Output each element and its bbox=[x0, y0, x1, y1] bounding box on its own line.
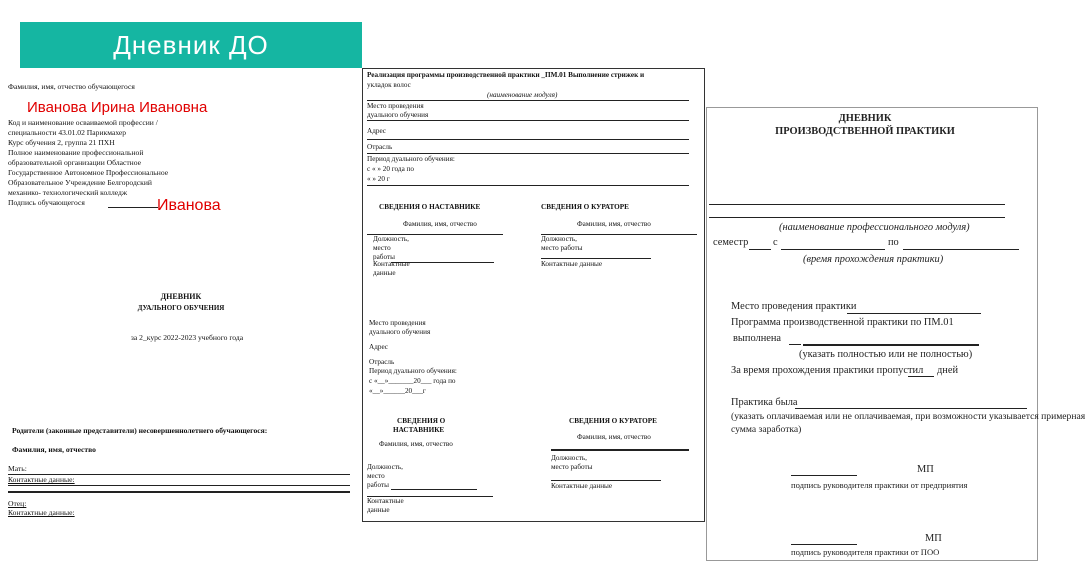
curator-heading-1: СВЕДЕНИЯ О КУРАТОРЕ bbox=[541, 203, 629, 211]
curator-place-2: место работы bbox=[551, 463, 593, 471]
mp-label-1: МП bbox=[917, 464, 934, 475]
paid-label: Практика была bbox=[731, 397, 798, 408]
org-line-4: Образовательное Учреждение Белгородский bbox=[8, 178, 152, 187]
contacts-label-1: Контактные данные: bbox=[8, 475, 75, 484]
curator-contacts-1: Контактные данные bbox=[541, 260, 603, 268]
done-line-b bbox=[803, 344, 979, 346]
place-label-2b: дуального обучения bbox=[369, 328, 431, 336]
org-line-1: Полное наименование профессиональной bbox=[8, 148, 144, 157]
missed-line bbox=[908, 376, 934, 377]
period-label-1b: с « » 20 года по bbox=[367, 165, 414, 173]
program-line-2: укладок волос bbox=[367, 81, 411, 89]
done-label: выполнена bbox=[733, 333, 782, 344]
branch-label-1: Отрасль bbox=[367, 143, 393, 151]
mentor-position-1: Должность, bbox=[373, 235, 409, 243]
from-line bbox=[781, 249, 885, 250]
period-label-2a: Период дуального обучения: bbox=[369, 367, 457, 375]
to-label: по bbox=[888, 237, 899, 248]
place-label-2a: Место проведения bbox=[369, 319, 426, 327]
diary-subtitle: ДУАЛЬНОГО ОБУЧЕНИЯ bbox=[137, 304, 225, 312]
year-line: за 2_курс 2022-2023 учебного года bbox=[130, 333, 244, 342]
missed-label: За время прохождения практики пропустил bbox=[731, 365, 924, 376]
mentor-position-2: Должность, bbox=[367, 463, 403, 471]
parents-label: Родители (законные представители) несовершеннолетнего обучающегося: bbox=[12, 426, 268, 435]
separator-line bbox=[8, 491, 350, 493]
right-title-1: ДНЕВНИК bbox=[838, 113, 892, 124]
right-document bbox=[706, 107, 1085, 561]
curator-contacts-2: Контактные данные bbox=[551, 482, 613, 490]
sign-line-2 bbox=[791, 544, 857, 545]
line-module bbox=[367, 100, 689, 101]
place-label: Место проведения практики bbox=[731, 301, 857, 312]
paid-line bbox=[795, 408, 1027, 409]
signature-handwritten: Иванова bbox=[157, 197, 221, 214]
specialty-line-2: специальности 43.01.02 Парикмахер bbox=[8, 128, 127, 137]
mentor-contacts-1a: Контактные bbox=[373, 260, 410, 268]
middle-document bbox=[362, 68, 705, 522]
mentor-work-1: работы bbox=[373, 253, 395, 261]
address-label-2: Адрес bbox=[369, 343, 389, 351]
curator-place-1: место работы bbox=[541, 244, 583, 252]
org-line-3: Государственное Автономное Профессиональное bbox=[8, 168, 169, 177]
curator-position-1: Должность, bbox=[541, 235, 577, 243]
curator-fio-line-2 bbox=[551, 449, 689, 451]
diary-title: ДНЕВНИК bbox=[160, 292, 202, 301]
paid-caption-1: (указать оплачиваемая или не оплачиваемая, при возможности указывается примерная bbox=[731, 411, 1085, 422]
mentor-work-2: работы bbox=[367, 481, 389, 489]
student-name-handwritten: Иванова Ирина Ивановна bbox=[27, 99, 208, 116]
parents-fio: Фамилия, имя, отчество bbox=[12, 445, 96, 454]
days-label: дней bbox=[937, 365, 959, 376]
mentor-contacts-2b: данные bbox=[367, 506, 390, 514]
module-caption: (наименование модуля) bbox=[487, 91, 558, 99]
mentor-contacts-2a: Контактные bbox=[367, 497, 404, 505]
curator-heading-2: СВЕДЕНИЯ О КУРАТОРЕ bbox=[569, 417, 657, 425]
page-title: Дневник ДО bbox=[20, 22, 362, 68]
semester-label: семестр bbox=[713, 237, 749, 248]
curator-work-line-2 bbox=[551, 480, 661, 481]
right-line-1 bbox=[709, 204, 1005, 205]
to-line bbox=[903, 249, 1019, 250]
sign-line-1 bbox=[791, 475, 857, 476]
mother-label: Мать: bbox=[8, 464, 27, 473]
program-line: Программа производственной практики по ПМ.01 bbox=[731, 317, 954, 328]
mentor-heading-2b: НАСТАВНИКЕ bbox=[393, 426, 445, 434]
signature-line bbox=[108, 207, 158, 208]
mentor-contacts-1b: данные bbox=[373, 269, 396, 277]
right-module-caption: (наименование профессионального модуля) bbox=[779, 222, 970, 233]
place-line bbox=[847, 313, 981, 314]
mentor-fio-caption-2: Фамилия, имя, отчество bbox=[379, 440, 453, 448]
curator-work-line-1 bbox=[541, 258, 651, 259]
contacts-line-1 bbox=[8, 485, 350, 486]
mentor-heading-1: СВЕДЕНИЯ О НАСТАВНИКЕ bbox=[379, 203, 481, 211]
period-label-1a: Период дуального обучения: bbox=[367, 155, 455, 163]
curator-fio-caption-2: Фамилия, имя, отчество bbox=[577, 433, 651, 441]
program-line-1: Реализация программы производственной практики _ПМ.01 Выполнение стрижек и bbox=[367, 71, 645, 79]
curator-fio-caption-1: Фамилия, имя, отчество bbox=[577, 220, 651, 228]
place-label-1b: дуального обучения bbox=[367, 111, 429, 119]
contacts-label-2: Контактные данные: bbox=[8, 508, 75, 517]
right-title-2: ПРОИЗВОДСТВЕННОЙ ПРАКТИКИ bbox=[775, 126, 955, 137]
from-label: с bbox=[773, 237, 778, 248]
mentor-fio-caption-1: Фамилия, имя, отчество bbox=[403, 220, 477, 228]
line-address-1 bbox=[367, 139, 689, 140]
place-label-1a: Место проведения bbox=[367, 102, 424, 110]
curator-position-2: Должность, bbox=[551, 454, 587, 462]
father-label: Отец: bbox=[8, 499, 27, 508]
paid-caption-2: сумма заработка) bbox=[731, 424, 802, 435]
mp-label-2: МП bbox=[925, 533, 942, 544]
done-caption: (указать полностью или не полностью) bbox=[799, 349, 973, 360]
mentor-work-line-2 bbox=[391, 489, 477, 490]
org-line-2: образовательной организации Областное bbox=[8, 158, 142, 167]
mentor-heading-2a: СВЕДЕНИЯ О bbox=[397, 417, 446, 425]
done-line-a bbox=[789, 344, 801, 345]
branch-label-2: Отрасль bbox=[369, 358, 395, 366]
course-line: Курс обучения 2, группа 21 ПХН bbox=[8, 138, 115, 147]
address-label-1: Адрес bbox=[367, 127, 387, 135]
right-line-2 bbox=[709, 217, 1005, 218]
period-label-2c: «__»______20___г bbox=[369, 387, 426, 395]
period-label-1c: « » 20 г bbox=[367, 175, 390, 183]
specialty-line-1: Код и наименование осваиваемой профессии / bbox=[8, 118, 158, 127]
student-label: Фамилия, имя, отчество обучающегося bbox=[8, 82, 135, 91]
mentor-place-1: место bbox=[373, 244, 391, 252]
semester-line bbox=[749, 249, 771, 250]
sign-caption-2: подпись руководителя практики от ПОО bbox=[791, 547, 940, 557]
line-period-1 bbox=[367, 185, 689, 186]
signature-label: Подпись обучающегося bbox=[8, 198, 85, 207]
mentor-place-2: место bbox=[367, 472, 385, 480]
period-label-2b: с «__»_______20___ года по bbox=[369, 377, 456, 385]
sign-caption-1: подпись руководителя практики от предприятия bbox=[791, 480, 968, 490]
line-place-1 bbox=[367, 120, 689, 121]
period-caption: (время прохождения практики) bbox=[803, 254, 944, 265]
org-line-5: механико- технологический колледж bbox=[8, 188, 128, 197]
line-branch-1 bbox=[367, 153, 689, 154]
